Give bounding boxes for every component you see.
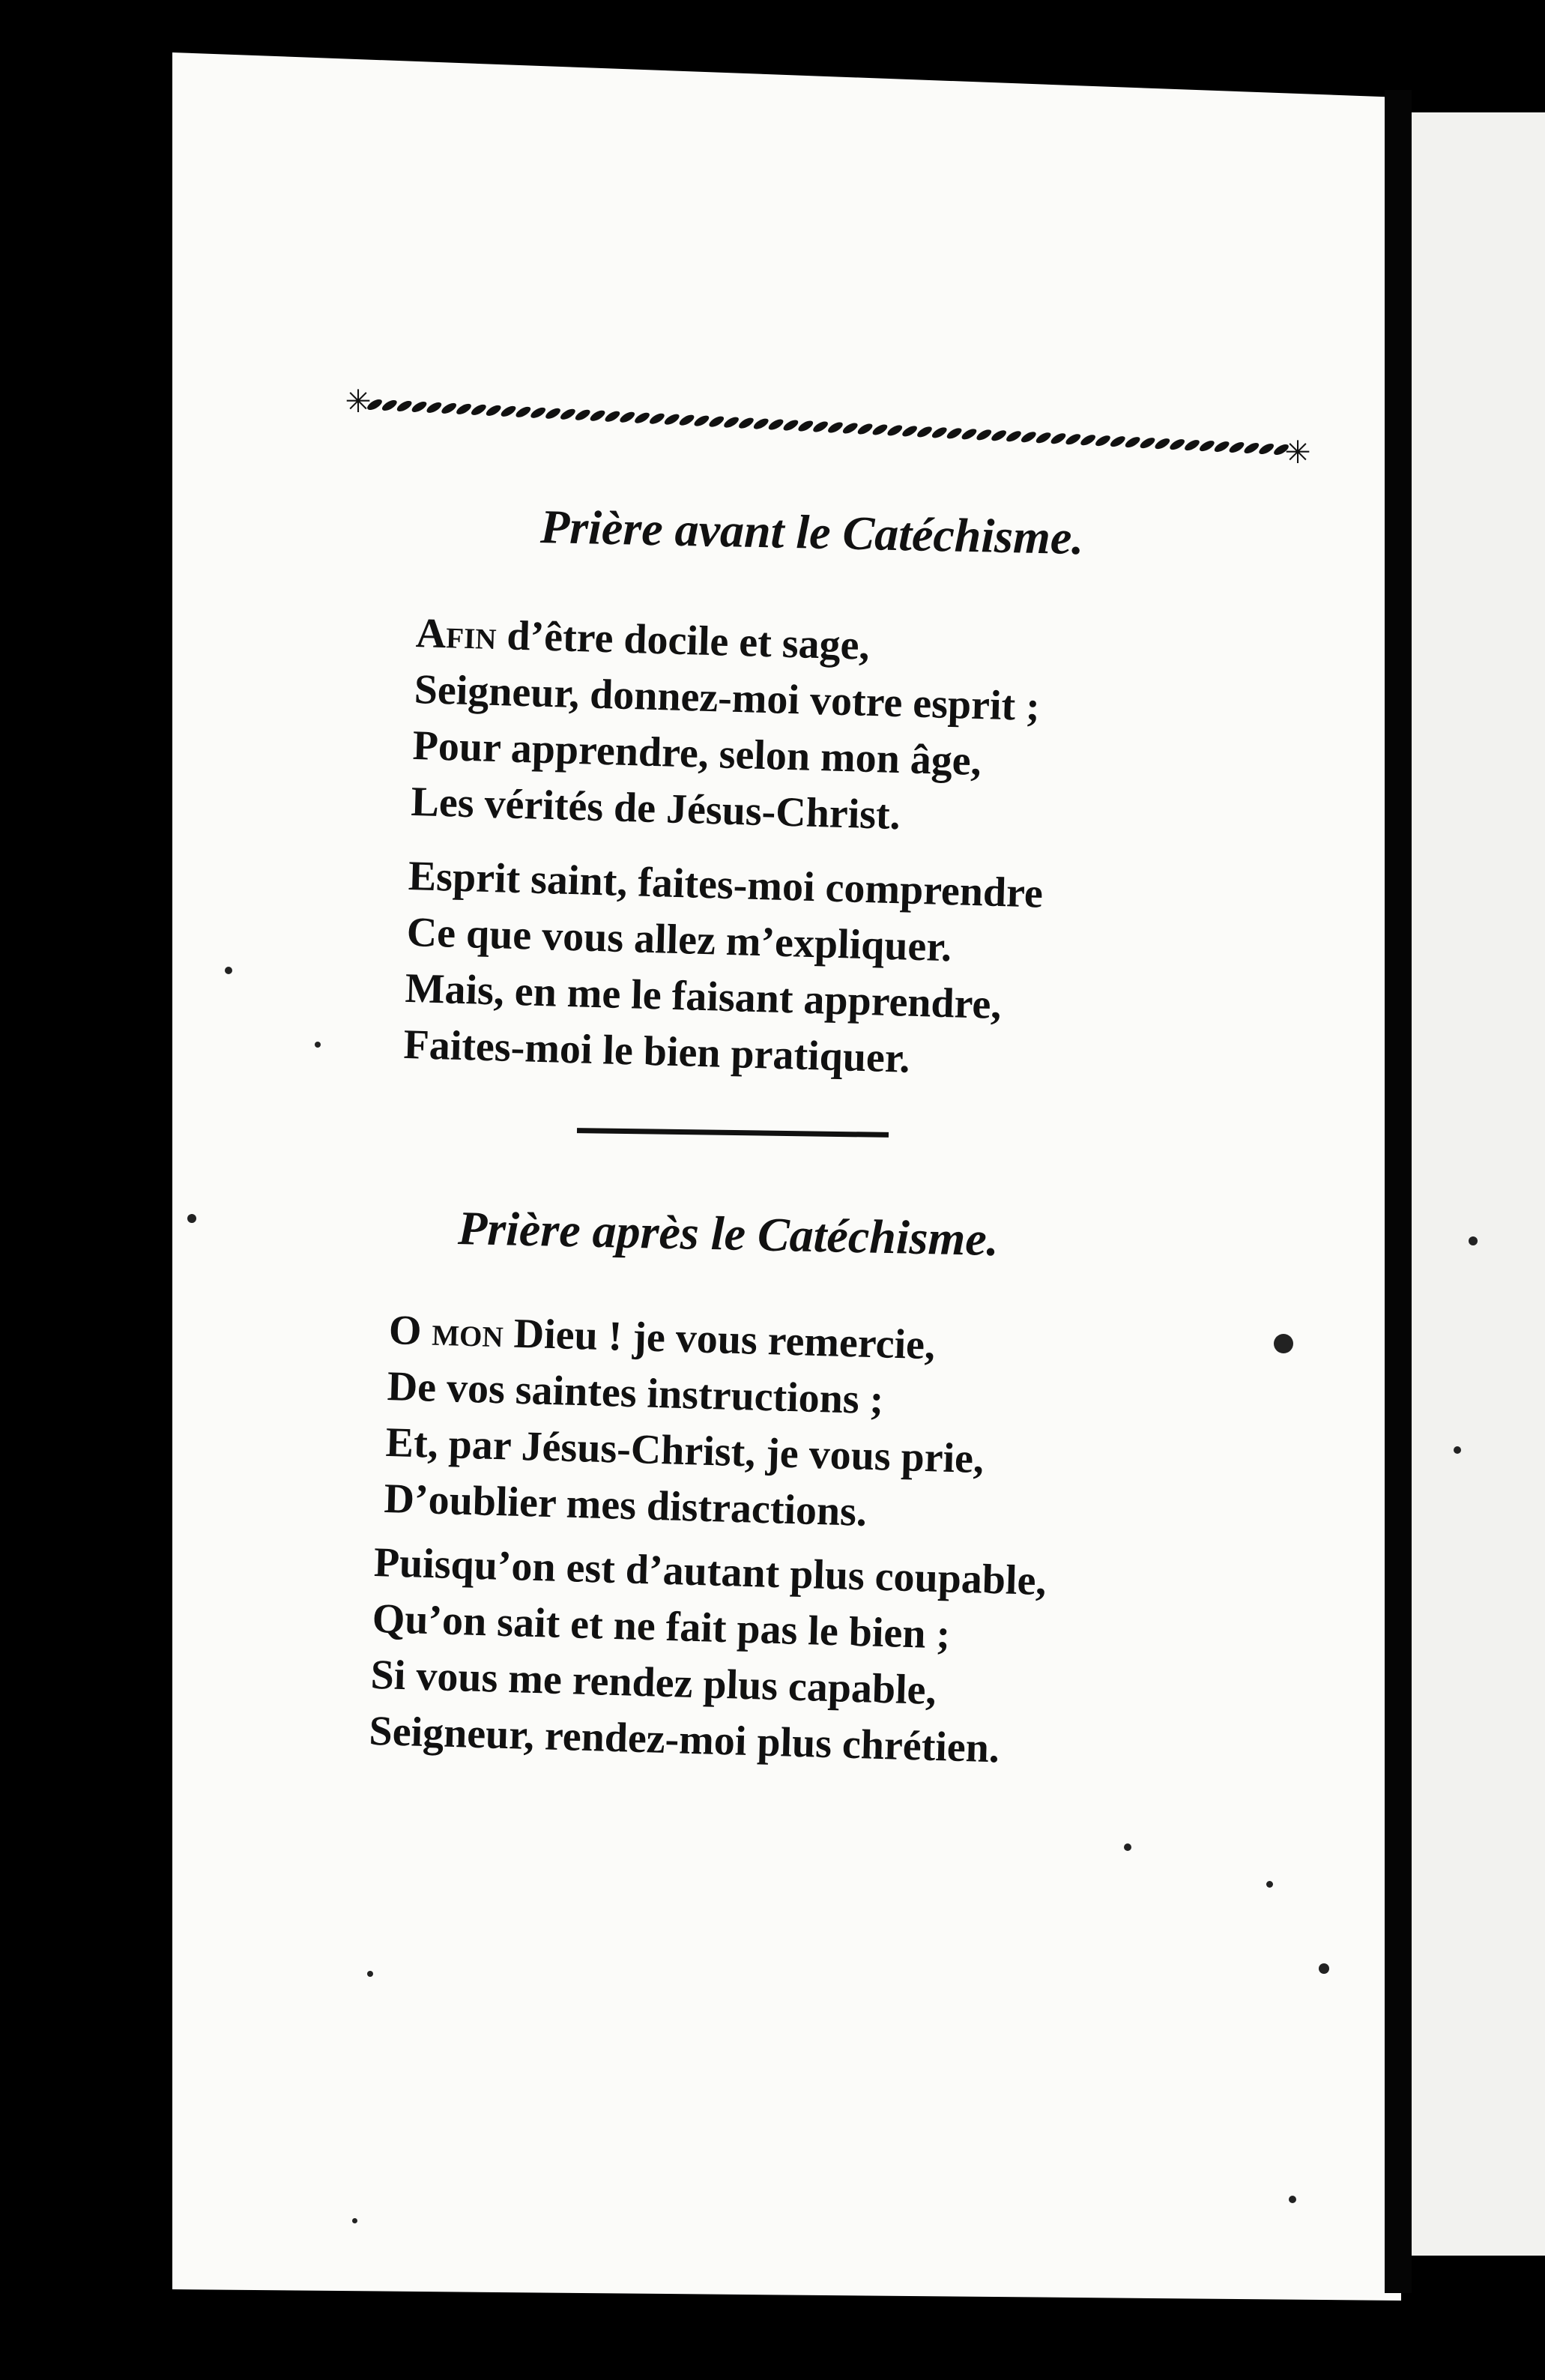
ornament-link: [470, 402, 488, 417]
speck: [1266, 1881, 1273, 1888]
ornament-link: [633, 411, 651, 426]
speck: [352, 2218, 357, 2223]
ornament-link: [1198, 438, 1216, 453]
speck: [367, 1971, 373, 1977]
verse-line: Qu’on sait et ne fait pas le bien ;: [372, 1595, 951, 1658]
ornament-star-icon: ✳: [345, 383, 372, 420]
ornament-link: [381, 398, 399, 413]
ornament-link: [811, 420, 829, 435]
ornament-link: [781, 418, 799, 433]
speck: [1454, 1446, 1461, 1454]
ornament-link: [529, 405, 547, 420]
stanza-after-2: [369, 1535, 1047, 1778]
ornament-link: [618, 410, 636, 425]
ornament-link: [871, 423, 889, 438]
ornament-star-icon: ✳: [1284, 434, 1311, 465]
verse-line: Ce que vous allez m’expliquer.: [406, 908, 952, 971]
ornament-link: [1153, 436, 1171, 451]
ornament-link: [931, 426, 949, 441]
speck: [1289, 2196, 1296, 2203]
drop-word: O mon: [388, 1306, 504, 1357]
ornament-link: [722, 415, 740, 430]
ornament-link: [663, 412, 681, 427]
ornament-link: [826, 420, 844, 435]
speck: [315, 1042, 321, 1048]
verse-line: Pour apprendre, selon mon âge,: [411, 722, 982, 785]
verse-line: Faites-moi le bien pratiquer.: [402, 1021, 911, 1082]
ornament-link: [440, 401, 458, 416]
verse-line: Seigneur, donnez-moi votre esprit ;: [414, 665, 1041, 731]
title-prayer-after: Prière après le Catéchisme.: [457, 1200, 1000, 1266]
verse-line: Mais, en me le faisant apprendre,: [404, 964, 1003, 1029]
ornament-link: [1168, 437, 1186, 452]
ornament-link: [960, 427, 978, 442]
ornament-link: [603, 409, 621, 424]
verse-line: De vos saintes instructions ;: [387, 1362, 885, 1424]
verse-line: Les vérités de Jésus-Christ.: [410, 778, 901, 839]
ornament-link: [1257, 441, 1275, 456]
book-spine: [1385, 90, 1412, 2293]
ornament-link: [410, 399, 428, 414]
facing-page-edge: [1412, 112, 1545, 2256]
ornament-link: [1079, 432, 1097, 447]
ornament-link: [1242, 441, 1260, 456]
ornament-link: [916, 425, 934, 440]
verse-line: Esprit saint, faites-moi comprendre: [408, 852, 1044, 917]
ornament-link: [737, 416, 755, 431]
ornament-link: [1227, 440, 1245, 455]
ornament-link: [1020, 429, 1038, 444]
stanza-before-2: [403, 848, 1044, 1091]
ornament-link: [990, 428, 1008, 443]
ornament-link: [678, 413, 696, 428]
ornament-link: [1049, 431, 1067, 446]
speck: [225, 967, 232, 974]
ornament-link: [796, 419, 814, 434]
ornament-link: [514, 405, 532, 420]
ornament-link: [544, 406, 562, 421]
ornament-link: [856, 422, 874, 437]
verse-line: Si vous me rendez plus capable,: [369, 1651, 937, 1714]
ornament-link: [1213, 439, 1231, 454]
ornament-link: [886, 423, 904, 438]
ornament-link: [648, 411, 666, 426]
speck: [1469, 1236, 1478, 1245]
ornament-link: [901, 424, 919, 439]
ornament-link: [767, 417, 785, 432]
ornament-link: [499, 404, 517, 419]
ornament-link: [559, 407, 577, 422]
verse-text: d’être docile et sage,: [495, 612, 871, 669]
ornament-link: [574, 408, 592, 423]
speck: [1319, 1963, 1329, 1974]
verse-text: Dieu ! je vous remercie,: [502, 1310, 936, 1369]
title-prayer-before: Prière avant le Catéchisme.: [539, 499, 1085, 565]
ornament-link: [1035, 430, 1053, 445]
ornament-link: [455, 402, 473, 417]
ornament-link: [975, 427, 993, 442]
ornament-link: [1094, 433, 1112, 448]
ornament-link: [1124, 435, 1142, 450]
verse-line: D’oublier mes distractions.: [383, 1475, 868, 1535]
ornament-link: [1138, 435, 1156, 450]
speck: [1274, 1334, 1293, 1353]
ornament-link: [752, 417, 770, 432]
ornament-link: [841, 421, 859, 436]
ornament-link: [589, 408, 607, 423]
ornament-link: [707, 414, 725, 429]
ornament-link: [1183, 438, 1201, 453]
drop-word: Afin: [415, 609, 498, 659]
ornament-link: [1005, 429, 1023, 444]
speck: [1124, 1843, 1131, 1851]
speck: [187, 1214, 196, 1223]
ornament-link: [946, 426, 964, 441]
ornament-link: [1109, 434, 1127, 449]
ornamental-rule: [345, 375, 1311, 465]
stanza-after-1: [384, 1302, 988, 1544]
ornament-link: [396, 399, 414, 414]
ornament-link: [485, 403, 503, 418]
verse-line: Seigneur, rendez-moi plus chrétien.: [368, 1707, 1000, 1772]
verse-line: Puisqu’on est d’autant plus coupable,: [373, 1538, 1047, 1605]
verse-line: Et, par Jésus-Christ, je vous prie,: [384, 1419, 985, 1483]
stanza-before-1: [411, 605, 1042, 848]
ornament-link: [692, 414, 710, 429]
ornament-link: [425, 400, 443, 415]
ornament-link: [1064, 432, 1082, 447]
